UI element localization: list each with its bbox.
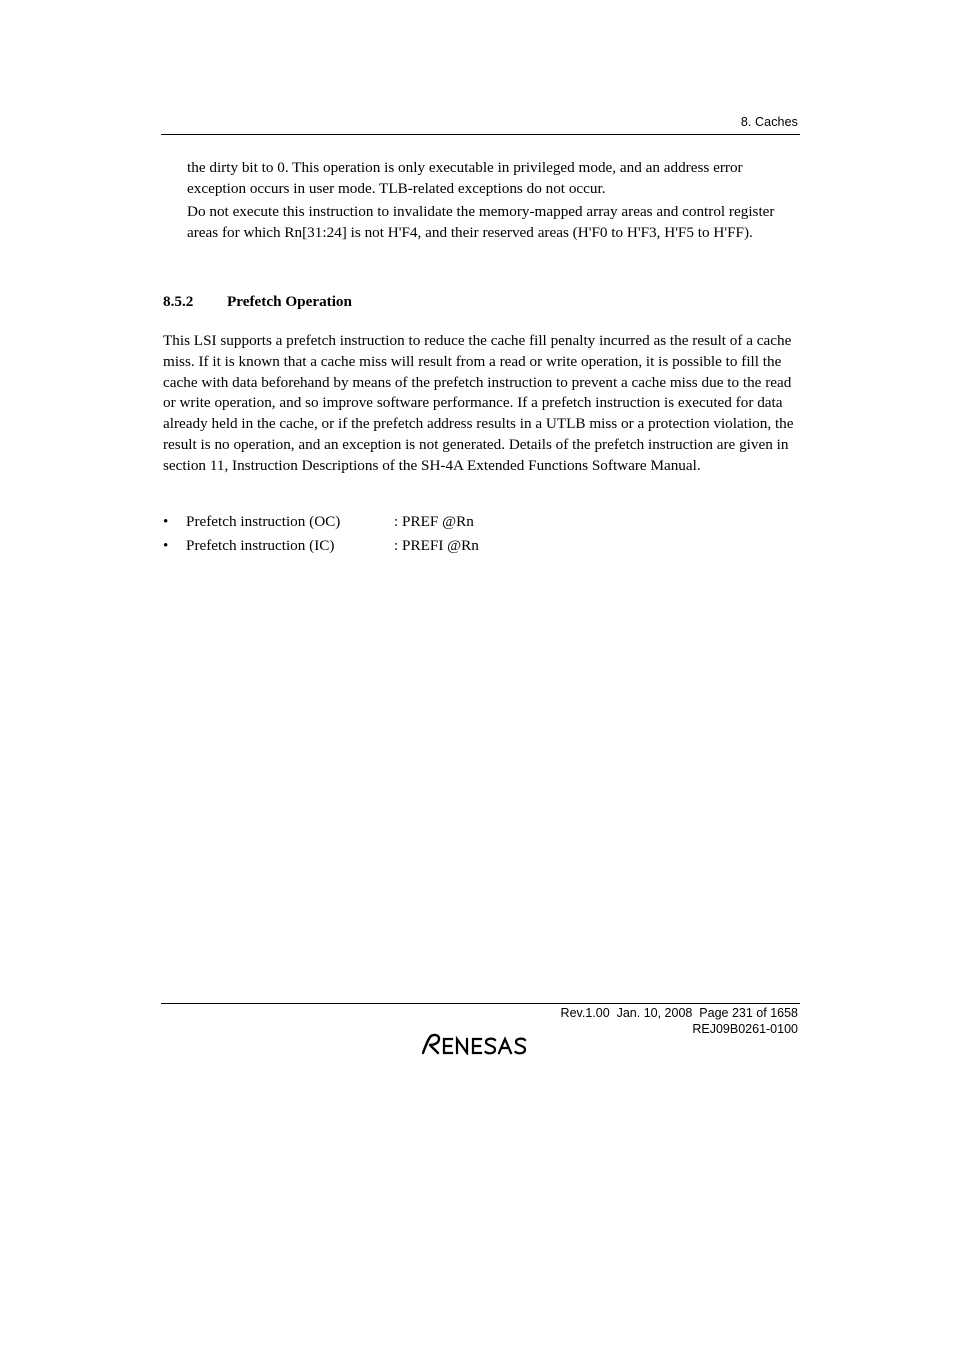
bullet-label: Prefetch instruction (OC) (186, 513, 341, 530)
footer-rule (161, 1003, 800, 1004)
section-body-paragraph: This LSI supports a prefetch instruction to reduce the cache fill penalty incurred as the result of a cache miss. If it is known that a cache miss will result from a read or write operation, it is possible to fill the cache with data beforehand by means of the prefetch instruction to prevent a cache miss due to the read or write operation, and so improve software performance. If a prefetch instruction is executed for data already held in the cache, or if the prefetch address results in a UTLB miss or a protection violation, the result is no operation, and an exception is not generated. Details of the prefetch instruction are given in section 11, Instruction Descriptions of the SH-4A Extended Functions Software Manual. (163, 332, 794, 474)
section-heading (163, 293, 352, 311)
section-number: 8.5.2 (163, 293, 194, 310)
list-item (163, 512, 479, 536)
renesas-logo (422, 1033, 542, 1055)
footer-revision-line: Rev.1.00 Jan. 10, 2008 Page 231 of 1658 (560, 1006, 798, 1020)
page-footer (561, 1006, 798, 1037)
header-rule (161, 134, 800, 135)
bullet-value: : PREFI @Rn (394, 537, 479, 554)
bullet-icon: • (163, 537, 169, 554)
footer-document-number: REJ09B0261-0100 (692, 1021, 798, 1036)
bullet-icon: • (163, 513, 169, 530)
continuation-paragraph-1: the dirty bit to 0. This operation is only executable in privileged mode, and an address error exception occurs in user mode. TLB-related exceptions do not occur. (187, 159, 743, 197)
page-header-section: 8. Caches (740, 115, 798, 129)
continuation-paragraph-2: Do not execute this instruction to invalidate the memory-mapped array areas and control register areas for which Rn[31:24] is not H'F4, and their reserved areas (H'F0 to H'F3, H'F5 to H'FF). (187, 203, 775, 241)
bullet-label: Prefetch instruction (IC) (186, 537, 335, 554)
section-title: Prefetch Operation (227, 293, 352, 310)
list-item (163, 536, 479, 560)
bullet-value: : PREF @Rn (394, 513, 474, 530)
instruction-bullet-list (163, 512, 479, 560)
